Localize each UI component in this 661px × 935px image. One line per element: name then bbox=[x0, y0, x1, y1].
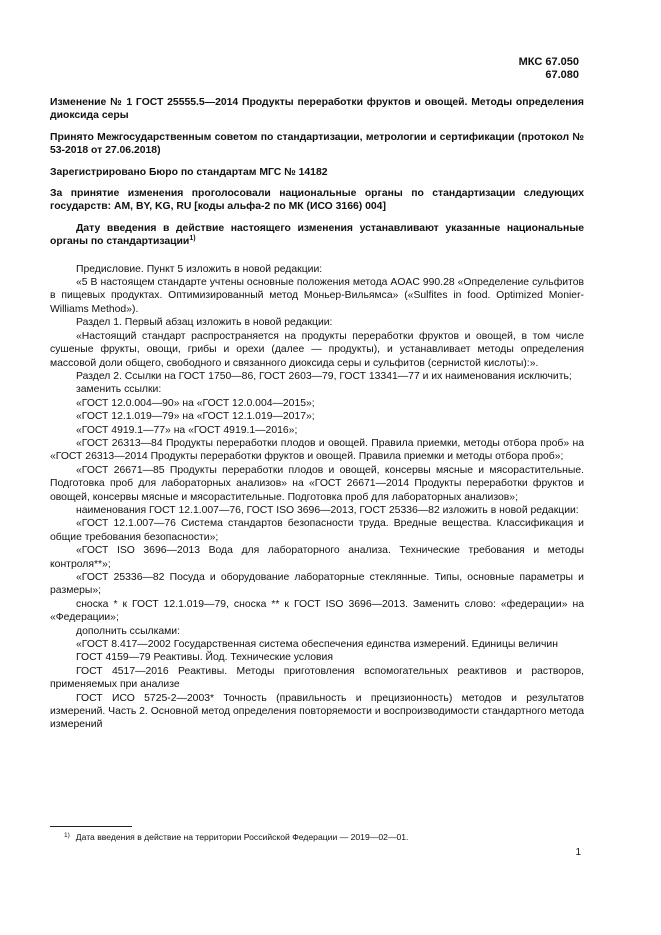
body-paragraph: Раздел 1. Первый абзац изложить в новой редакции: bbox=[76, 317, 333, 329]
footnote-divider bbox=[50, 826, 132, 827]
footnote-reference: 1) bbox=[189, 235, 196, 243]
voting-statement: За принятие изменения проголосовали национальные органы по стандартизации следующих государств: AM, BY, KG, RU [коды альфа-2 по МК (ИСО 3166) 004] bbox=[50, 188, 584, 213]
introduction-date-statement bbox=[50, 222, 584, 249]
footnote bbox=[64, 832, 408, 843]
body-paragraph: «ГОСТ 8.417—2002 Государственная система обеспечения единства измерений. Единицы величин bbox=[76, 639, 558, 651]
body-paragraph: ГОСТ ИСО 5725-2—2003* Точность (правильность и прецизионность) методов и результатов измерений. Часть 2. Основной метод определения повторяемости и воспроизводимости стандартного метода измерений bbox=[50, 692, 584, 731]
body-paragraph: «ГОСТ 12.1.007—76 Система стандартов безопасности труда. Вредные вещества. Классификация и общие требования безопасности»; bbox=[50, 518, 584, 543]
amendment-title: Изменение № 1 ГОСТ 25555.5—2014 Продукты переработки фруктов и овощей. Методы определения диоксида серы bbox=[50, 97, 584, 122]
body-paragraph: ГОСТ 4517—2016 Реактивы. Методы приготовления вспомогательных реактивов и растворов, применяемых при анализе bbox=[50, 665, 584, 691]
footnote-text: Дата введения в действие на территории Российской Федерации — 2019—02—01. bbox=[75, 832, 409, 842]
page-number: 1 bbox=[575, 847, 581, 858]
body-paragraph: «ГОСТ 4919.1—77» на «ГОСТ 4919.1—2016»; bbox=[76, 424, 298, 436]
body-paragraph: Раздел 2. Ссылки на ГОСТ 1750—86, ГОСТ 2603—79, ГОСТ 13341—77 и их наименования исключить; bbox=[76, 370, 572, 382]
mks-code bbox=[519, 56, 579, 82]
body-paragraph: сноска * к ГОСТ 12.1.019—79, сноска ** к ГОСТ ISO 3696—2013. Заменить слово: «федерации» на «Федерации»; bbox=[50, 598, 584, 624]
body-paragraph: «ГОСТ 12.1.019—79» на «ГОСТ 12.1.019—2017»; bbox=[76, 411, 315, 423]
body-paragraph: «5 В настоящем стандарте учтены основные положения метода AOAC 990.28 «Определение сульфитов в пищевых продуктах. Оптимизированный метод Моньер-Вильямса» («Sulfites in food. Optimized Monier-Williams Method»). bbox=[50, 277, 584, 315]
body-paragraph: Предисловие. Пункт 5 изложить в новой редакции: bbox=[76, 263, 323, 275]
body-paragraph: «Настоящий стандарт распространяется на продукты переработки фруктов и овощей, в том числе сушеные фрукты, овощи, грибы и орехи (далее — продукты), и устанавливает методы определения массовой доли общего, свободного и связанного диоксида серы и сульфитов (сернистой кислоты):». bbox=[50, 330, 584, 369]
body-paragraph: наименования ГОСТ 12.1.007—76, ГОСТ ISO 3696—2013, ГОСТ 25336—82 изложить в новой редакции: bbox=[76, 504, 579, 516]
mks-code-line-1: МКС 67.050 bbox=[518, 56, 579, 68]
body-paragraph: «ГОСТ 26313—84 Продукты переработки плодов и овощей. Правила приемки, методы отбора проб» на «ГОСТ 26313—2014 Продукты переработки фруктов и овощей. Правила приемки и методы отбора проб»; bbox=[50, 437, 584, 463]
body-paragraph: заменить ссылки: bbox=[76, 384, 162, 396]
body-paragraph: ГОСТ 4159—79 Реактивы. Йод. Технические условия bbox=[76, 652, 333, 664]
footnote-mark: 1) bbox=[64, 832, 70, 839]
document-content bbox=[50, 96, 584, 732]
introduction-date-text: Дату введения в действие настоящего изменения устанавливают указанные национальные органы по стандартизации bbox=[50, 222, 584, 248]
body-paragraph: «ГОСТ 12.0.004—90» на «ГОСТ 12.0.004—2015»; bbox=[76, 397, 315, 409]
mks-code-line-2: 67.080 bbox=[545, 69, 579, 81]
registration-statement: Зарегистрировано Бюро по стандартам МГС № 14182 bbox=[50, 166, 328, 178]
body-paragraph: дополнить ссылками: bbox=[76, 625, 180, 637]
adopted-statement: Принято Межгосударственным советом по стандартизации, метрологии и сертификации (протокол № 53-2018 от 27.06.2018) bbox=[50, 131, 584, 157]
body-paragraph: «ГОСТ ISO 3696—2013 Вода для лабораторного анализа. Технические требования и методы контроля**»; bbox=[50, 545, 584, 570]
body-paragraph: «ГОСТ 25336—82 Посуда и оборудование лабораторные стеклянные. Типы, основные параметры и размеры»; bbox=[50, 572, 584, 597]
body-paragraph: «ГОСТ 26671—85 Продукты переработки плодов и овощей, консервы мясные и мясорастительные. Подготовка проб для лабораторных анализов» на «ГОСТ 26671—2014 Продукты переработки фруктов и овощей, консервы мясные и мясорастительные. Подготовка проб для лабораторных анализов»; bbox=[50, 464, 584, 503]
